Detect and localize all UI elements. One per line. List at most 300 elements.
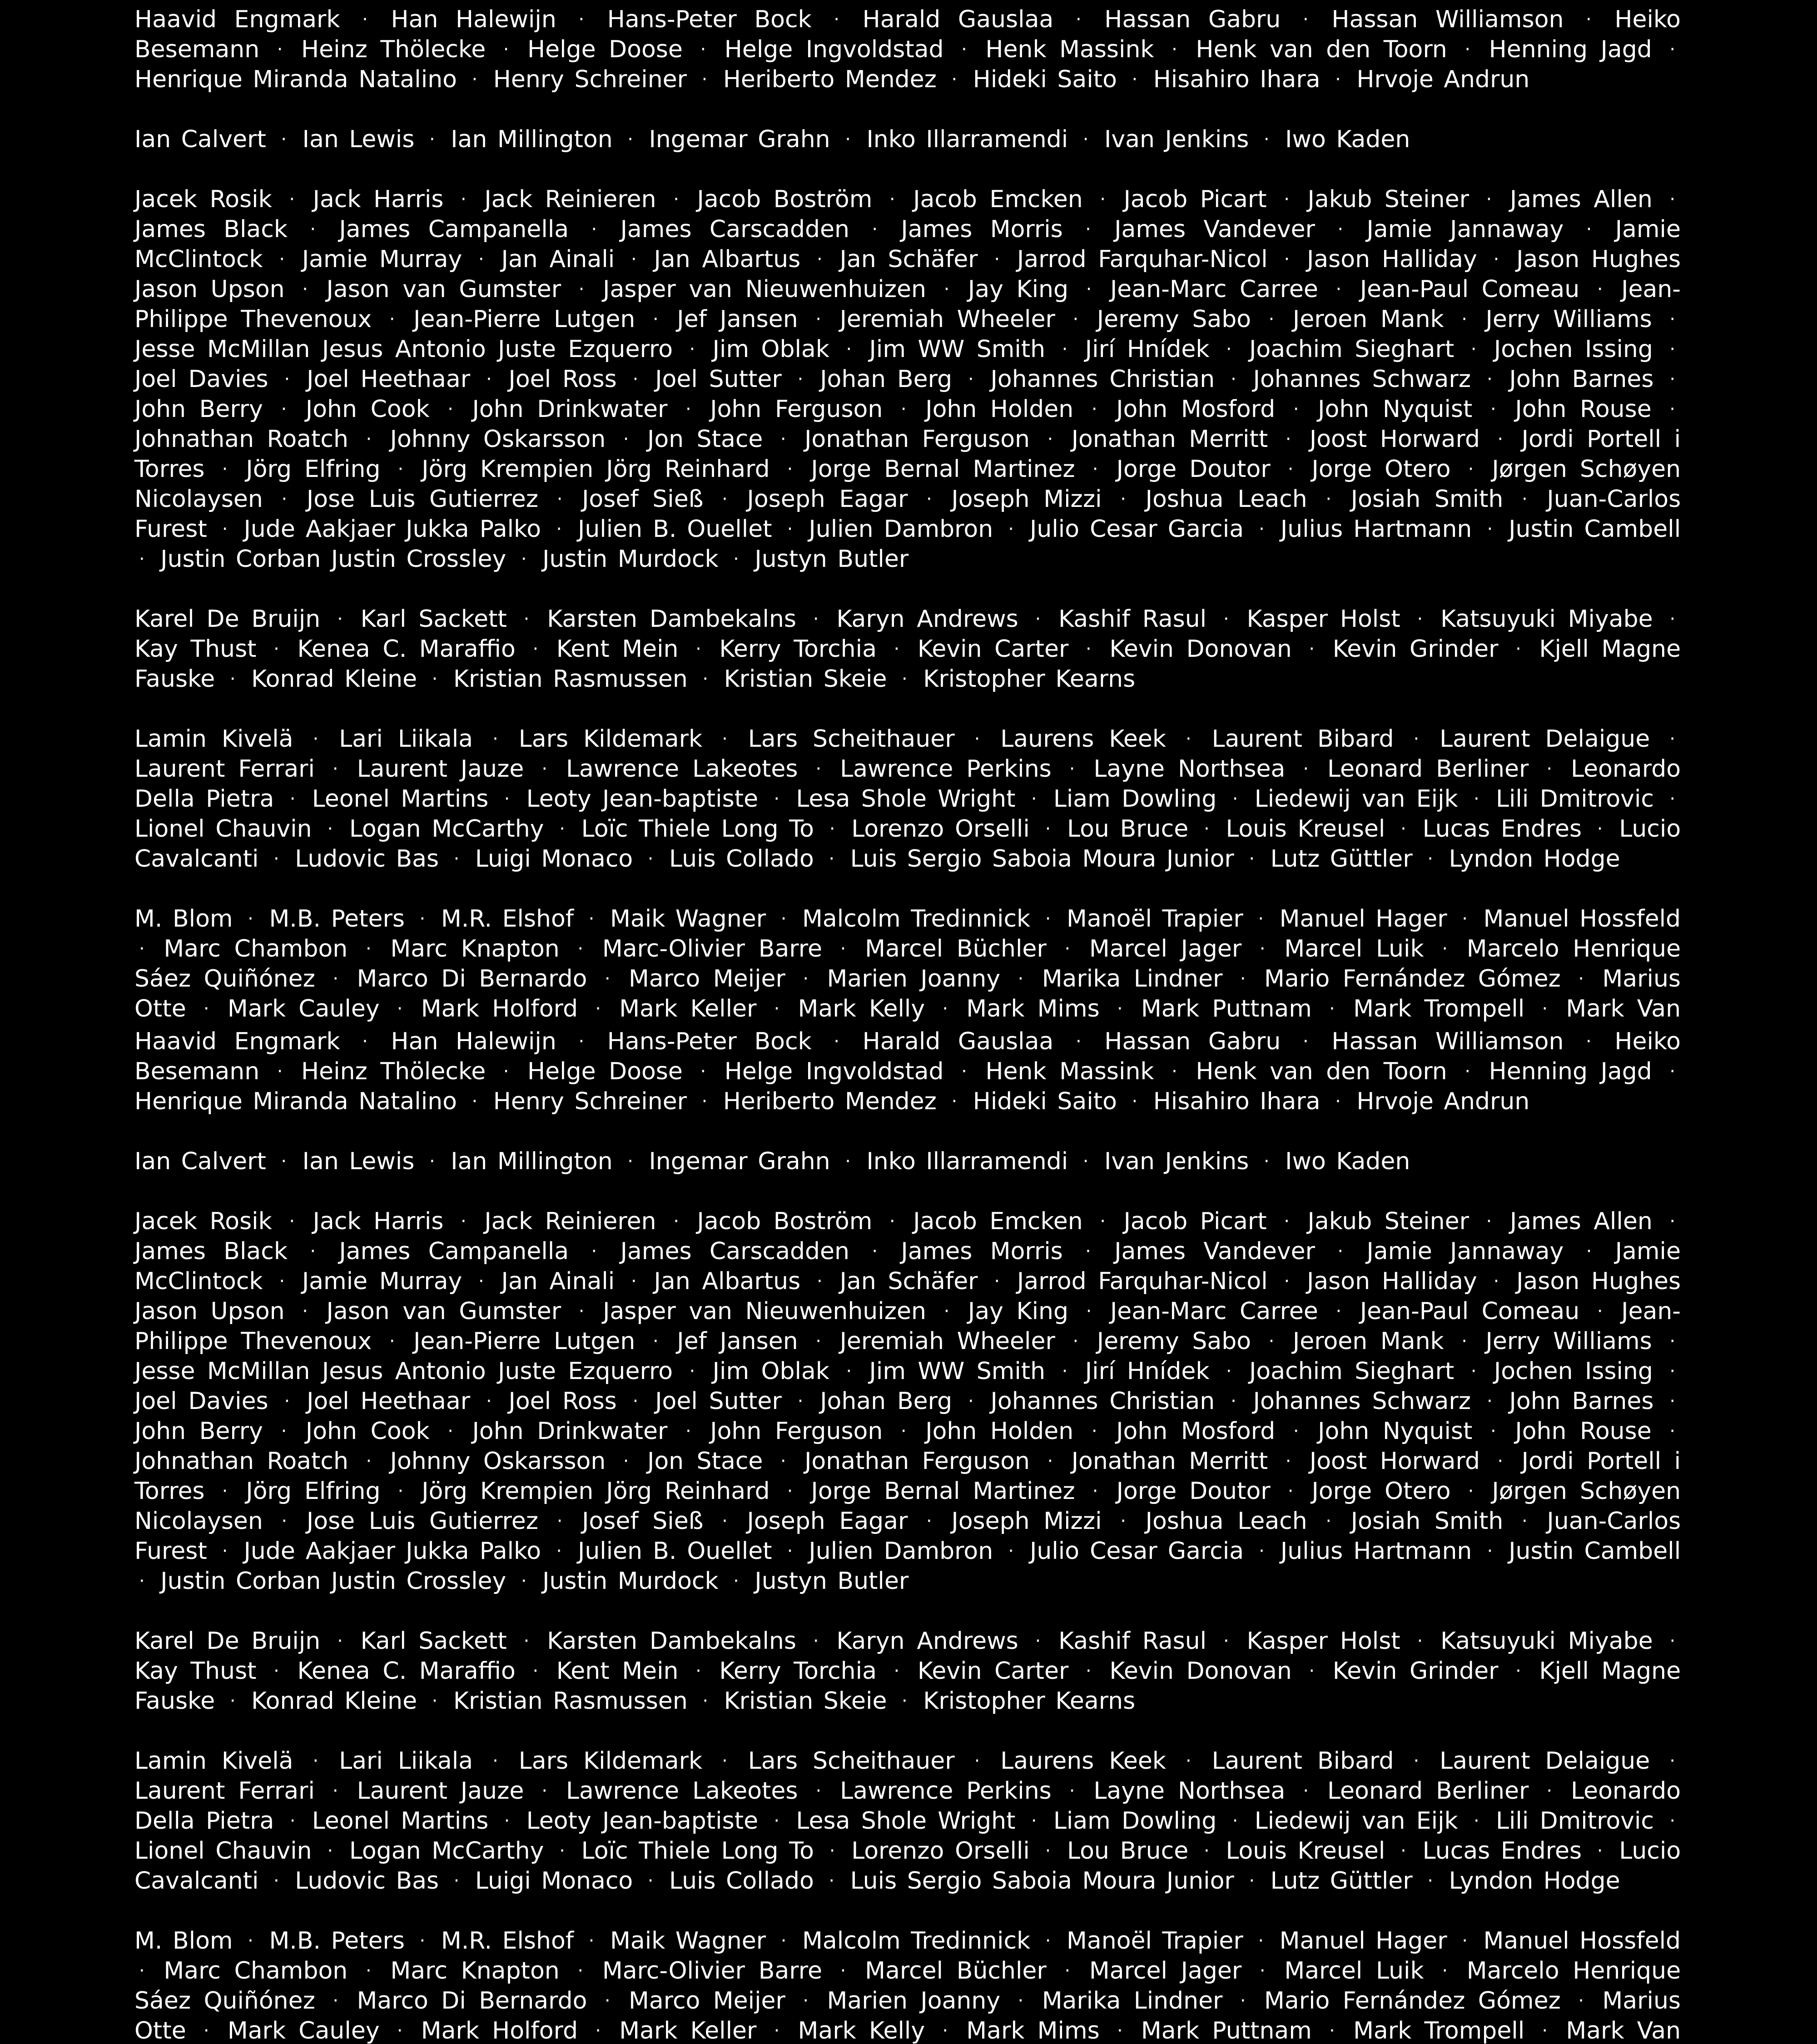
credit-name: Luis Sergio Saboia Moura Junior xyxy=(850,845,1234,873)
separator-dot-icon: · xyxy=(1669,1331,1676,1352)
credit-name: Jakub Steiner xyxy=(1307,1208,1469,1235)
credit-name: Julien B. Ouellet xyxy=(577,1538,772,1565)
separator-dot-icon: · xyxy=(780,1930,787,1951)
credits-list xyxy=(134,1027,1681,2044)
credit-name: Luis Sergio Saboia Moura Junior xyxy=(850,1867,1234,1895)
separator-dot-icon: · xyxy=(541,1781,548,1801)
credit-name: Jason Halliday xyxy=(1306,246,1477,273)
separator-dot-icon: · xyxy=(492,729,498,749)
credit-name: Jay King xyxy=(968,276,1068,303)
separator-dot-icon: · xyxy=(302,1301,308,1322)
separator-dot-icon: · xyxy=(1045,1930,1051,1951)
credit-name: James Allen xyxy=(1509,1208,1653,1235)
credit-name: Kristian Rasmussen xyxy=(453,665,688,693)
credit-name: Jörg Krempien Jörg Reinhard xyxy=(422,1478,770,1505)
credit-name: Jasper van Nieuwenhuizen xyxy=(603,1298,926,1325)
credit-name: Marco Di Bernardo xyxy=(357,965,587,992)
separator-dot-icon: · xyxy=(504,789,510,809)
separator-dot-icon: · xyxy=(521,1571,527,1592)
separator-dot-icon: · xyxy=(222,459,228,480)
separator-dot-icon: · xyxy=(1223,609,1229,630)
separator-dot-icon: · xyxy=(1117,998,1123,1019)
credit-name: Jochen Issing xyxy=(1494,1358,1653,1385)
credit-name: Jamie Murray xyxy=(302,1268,462,1295)
separator-dot-icon: · xyxy=(419,1930,426,1951)
separator-dot-icon: · xyxy=(1287,1481,1294,1502)
credit-name: Ian Millington xyxy=(451,1148,613,1175)
credit-name: Justin Cambell xyxy=(1509,516,1681,543)
separator-dot-icon: · xyxy=(1597,1301,1603,1322)
credit-name: Lesa Shole Wright xyxy=(796,785,1016,813)
separator-dot-icon: · xyxy=(702,669,709,690)
credits-group-i xyxy=(134,1146,1681,1176)
separator-dot-icon: · xyxy=(1490,399,1496,420)
separator-dot-icon: · xyxy=(365,1960,372,1981)
credit-name: Marco Meijer xyxy=(629,1987,785,2014)
credit-name: Jørgen Schøyen Nicolaysen xyxy=(134,456,1681,513)
credit-name: Heiko Besemann xyxy=(134,1028,1681,1085)
separator-dot-icon: · xyxy=(774,998,780,1019)
separator-dot-icon: · xyxy=(222,1481,228,1502)
credit-name: John Cook xyxy=(305,396,430,423)
credit-name: Henry Schreiner xyxy=(493,66,687,93)
separator-dot-icon: · xyxy=(1132,69,1138,90)
credit-name: M.R. Elshof xyxy=(441,1927,574,1955)
separator-dot-icon: · xyxy=(503,1061,509,1082)
credit-name: Jörg Elfring xyxy=(246,456,381,483)
separator-dot-icon: · xyxy=(803,968,809,989)
separator-dot-icon: · xyxy=(1329,2020,1335,2041)
separator-dot-icon: · xyxy=(1413,729,1420,749)
credit-name: Jeremy Sabo xyxy=(1097,306,1251,333)
credit-name: Jacek Rosik xyxy=(134,186,272,213)
credit-name: Jörg Elfring xyxy=(246,1478,381,1505)
credit-name: Luis Collado xyxy=(669,1867,814,1895)
separator-dot-icon: · xyxy=(1120,1511,1126,1532)
credit-name: Jamie Jannaway xyxy=(1366,1238,1564,1265)
credit-name: Loïc Thiele Long To xyxy=(581,815,814,843)
credit-name: Kristian Rasmussen xyxy=(453,1687,688,1715)
credit-name: Lamin Kivelä xyxy=(134,725,293,753)
credit-name: Inko Illarramendi xyxy=(866,126,1068,153)
separator-dot-icon: · xyxy=(1427,848,1433,869)
separator-dot-icon: · xyxy=(1669,1361,1676,1382)
credit-name: Kerry Torchia xyxy=(719,1657,877,1685)
separator-dot-icon: · xyxy=(337,609,343,630)
separator-dot-icon: · xyxy=(1075,9,1082,30)
separator-dot-icon: · xyxy=(1669,309,1676,330)
credit-name: Jan Schäfer xyxy=(839,246,978,273)
credit-name: Lars Scheithauer xyxy=(748,725,955,753)
credit-name: M. Blom xyxy=(134,1927,233,1955)
separator-dot-icon: · xyxy=(472,1091,478,1112)
separator-dot-icon: · xyxy=(1091,399,1097,420)
separator-dot-icon: · xyxy=(1035,609,1041,630)
credit-name: Jim WW Smith xyxy=(869,1358,1046,1385)
separator-dot-icon: · xyxy=(1326,489,1332,510)
separator-dot-icon: · xyxy=(846,339,852,360)
separator-dot-icon: · xyxy=(289,189,295,210)
separator-dot-icon: · xyxy=(577,1960,584,1981)
separator-dot-icon: · xyxy=(1259,519,1265,540)
credit-name: Laurent Bibard xyxy=(1211,1747,1394,1775)
credit-name: Marika Lindner xyxy=(1042,1987,1223,2014)
separator-dot-icon: · xyxy=(532,639,539,660)
separator-dot-icon: · xyxy=(632,1391,639,1412)
credit-name: Laurent Ferrari xyxy=(134,1777,315,1805)
separator-dot-icon: · xyxy=(1085,219,1091,240)
separator-dot-icon: · xyxy=(1493,1271,1499,1292)
credit-name: Liedewij van Eijk xyxy=(1254,1807,1458,1835)
credit-name: Julien B. Ouellet xyxy=(577,516,772,543)
separator-dot-icon: · xyxy=(1232,1811,1238,1831)
credit-name: Kristian Skeie xyxy=(724,1687,887,1715)
separator-dot-icon: · xyxy=(523,1631,530,1652)
credit-name: Karl Sackett xyxy=(360,605,507,633)
separator-dot-icon: · xyxy=(1064,938,1071,959)
separator-dot-icon: · xyxy=(1082,129,1089,150)
credit-name: Ivan Jenkins xyxy=(1104,1148,1249,1175)
separator-dot-icon: · xyxy=(478,1271,484,1292)
credit-name: John Berry xyxy=(134,396,263,423)
credit-name: Konrad Kleine xyxy=(251,665,417,693)
credits-group-l xyxy=(134,724,1681,874)
separator-dot-icon: · xyxy=(1465,39,1471,60)
separator-dot-icon: · xyxy=(900,1421,907,1442)
credit-name: Juan-Carlos Furest xyxy=(134,486,1681,543)
credit-name: John Drinkwater xyxy=(472,1418,668,1445)
separator-dot-icon: · xyxy=(1259,1960,1266,1981)
credit-name: Karyn Andrews xyxy=(836,1627,1018,1655)
separator-dot-icon: · xyxy=(1473,789,1479,809)
separator-dot-icon: · xyxy=(926,489,932,510)
credit-name: Lou Bruce xyxy=(1067,1837,1189,1865)
credit-name: Kay Thust xyxy=(134,635,257,663)
credit-name: Jude Aakjaer Jukka Palko xyxy=(243,1538,541,1565)
separator-dot-icon: · xyxy=(695,1661,701,1682)
credit-name: Hans-Peter Bock xyxy=(607,1028,812,1055)
separator-dot-icon: · xyxy=(366,1451,372,1472)
separator-dot-icon: · xyxy=(1462,1930,1468,1951)
credit-name: James Carscadden xyxy=(620,216,849,243)
credit-name: John Barnes xyxy=(1509,1388,1654,1415)
separator-dot-icon: · xyxy=(591,1241,597,1262)
credit-name: Mario Fernández Gómez xyxy=(1264,1987,1561,2014)
separator-dot-icon: · xyxy=(532,1661,539,1682)
credit-name: Joshua Leach xyxy=(1145,1508,1307,1535)
credits-group-k xyxy=(134,1626,1681,1716)
credit-name: Maik Wagner xyxy=(610,1927,766,1955)
credit-name: Marc Chambon xyxy=(164,935,348,962)
separator-dot-icon: · xyxy=(1203,1841,1210,1861)
credit-name: Jon Stace xyxy=(647,1448,763,1475)
separator-dot-icon: · xyxy=(1486,189,1492,210)
credit-name: John Nyquist xyxy=(1318,396,1473,423)
credit-name: Katsuyuki Miyabe xyxy=(1440,605,1653,633)
credit-name: Haavid Engmark xyxy=(134,6,340,33)
credit-name: Jean-Pierre Lutgen xyxy=(413,306,635,333)
separator-dot-icon: · xyxy=(310,1241,316,1262)
credit-name: Jude Aakjaer Jukka Palko xyxy=(243,516,541,543)
credit-name: Jason van Gumster xyxy=(326,1298,561,1325)
separator-dot-icon: · xyxy=(774,1811,780,1831)
separator-dot-icon: · xyxy=(1309,639,1315,660)
credit-name: Hisahiro Ihara xyxy=(1153,1088,1321,1115)
separator-dot-icon: · xyxy=(1542,998,1548,1019)
credit-name: Joel Sutter xyxy=(655,366,782,393)
credit-name: Kasper Holst xyxy=(1246,1627,1400,1655)
credit-name: Malcolm Tredinnick xyxy=(802,905,1031,933)
separator-dot-icon: · xyxy=(1249,848,1255,869)
credit-name: Leonardo Della Pietra xyxy=(134,755,1681,813)
credit-name: Lawrence Lakeotes xyxy=(566,755,798,783)
separator-dot-icon: · xyxy=(1468,459,1474,480)
credit-name: Joseph Eagar xyxy=(747,486,908,513)
separator-dot-icon: · xyxy=(1268,1331,1275,1352)
credit-name: Malcolm Tredinnick xyxy=(802,1927,1031,1955)
credit-name: Joachim Sieghart xyxy=(1249,336,1455,363)
separator-dot-icon: · xyxy=(926,1511,932,1532)
separator-dot-icon: · xyxy=(1669,1421,1676,1442)
separator-dot-icon: · xyxy=(1086,279,1092,300)
separator-dot-icon: · xyxy=(695,639,701,660)
credit-name: John Mosford xyxy=(1116,1418,1276,1445)
separator-dot-icon: · xyxy=(1329,998,1335,1019)
separator-dot-icon: · xyxy=(333,968,339,989)
separator-dot-icon: · xyxy=(780,1451,786,1472)
separator-dot-icon: · xyxy=(365,938,372,959)
credit-name: Karel De Bruijn xyxy=(134,605,321,633)
separator-dot-icon: · xyxy=(1064,1960,1071,1981)
separator-dot-icon: · xyxy=(647,1870,654,1891)
credit-name: Julius Hartmann xyxy=(1280,1538,1472,1565)
separator-dot-icon: · xyxy=(1085,1241,1091,1262)
separator-dot-icon: · xyxy=(1522,1511,1528,1532)
separator-dot-icon: · xyxy=(1669,1061,1676,1082)
credit-name: Jirí Hnídek xyxy=(1085,336,1210,363)
credit-name: Jorge Bernal Martinez xyxy=(811,1478,1075,1505)
separator-dot-icon: · xyxy=(787,519,793,540)
separator-dot-icon: · xyxy=(1117,2020,1123,2041)
separator-dot-icon: · xyxy=(829,819,835,839)
separator-dot-icon: · xyxy=(229,1691,236,1712)
separator-dot-icon: · xyxy=(1086,639,1092,660)
separator-dot-icon: · xyxy=(523,609,530,630)
separator-dot-icon: · xyxy=(1303,1781,1309,1801)
credit-name: James Morris xyxy=(901,216,1063,243)
separator-dot-icon: · xyxy=(1669,609,1676,630)
credit-name: Jan Albartus xyxy=(654,1268,801,1295)
separator-dot-icon: · xyxy=(627,129,633,150)
separator-dot-icon: · xyxy=(281,129,287,150)
separator-dot-icon: · xyxy=(1462,908,1468,929)
separator-dot-icon: · xyxy=(1100,189,1106,210)
credit-name: Hrvoje Andrun xyxy=(1356,1088,1530,1115)
separator-dot-icon: · xyxy=(1497,1451,1504,1472)
credit-name: Harald Gauslaa xyxy=(862,6,1054,33)
credit-name: Hassan Gabru xyxy=(1104,6,1281,33)
separator-dot-icon: · xyxy=(447,399,453,420)
separator-dot-icon: · xyxy=(1326,1511,1332,1532)
separator-dot-icon: · xyxy=(1468,1481,1474,1502)
separator-dot-icon: · xyxy=(815,309,821,330)
separator-dot-icon: · xyxy=(1669,1811,1676,1831)
credits-group-h xyxy=(134,1027,1681,1116)
credit-name: Mark Kelly xyxy=(798,995,925,1022)
separator-dot-icon: · xyxy=(951,69,958,90)
credit-name: Helge Ingvoldstad xyxy=(724,36,944,63)
separator-dot-icon: · xyxy=(578,1301,585,1322)
separator-dot-icon: · xyxy=(685,1421,691,1442)
separator-dot-icon: · xyxy=(478,249,484,270)
separator-dot-icon: · xyxy=(1497,429,1504,450)
separator-dot-icon: · xyxy=(397,459,404,480)
separator-dot-icon: · xyxy=(631,249,637,270)
credit-name: Hrvoje Andrun xyxy=(1356,66,1530,93)
separator-dot-icon: · xyxy=(1487,1541,1493,1562)
separator-dot-icon: · xyxy=(389,1331,395,1352)
separator-dot-icon: · xyxy=(1303,1031,1309,1052)
separator-dot-icon: · xyxy=(1669,1751,1675,1771)
credit-name: Henk Massink xyxy=(985,1058,1154,1085)
separator-dot-icon: · xyxy=(1172,1061,1177,1082)
separator-dot-icon: · xyxy=(623,1451,629,1472)
credit-name: Kenea C. Maraffio xyxy=(297,1657,516,1685)
separator-dot-icon: · xyxy=(1293,1421,1299,1442)
separator-dot-icon: · xyxy=(503,39,509,60)
separator-dot-icon: · xyxy=(943,279,950,300)
credits-panel-bottom xyxy=(0,1022,1817,2044)
separator-dot-icon: · xyxy=(1669,1391,1676,1412)
credit-name: Manuel Hager xyxy=(1279,1927,1447,1955)
separator-dot-icon: · xyxy=(453,1870,460,1891)
separator-dot-icon: · xyxy=(722,729,728,749)
credit-name: Johnathan Roatch xyxy=(134,1448,348,1475)
credit-name: Karl Sackett xyxy=(360,1627,507,1655)
credit-name: Jeroen Mank xyxy=(1292,306,1444,333)
credit-name: Mark Van xyxy=(1566,995,1681,1022)
credit-name: John Ferguson xyxy=(710,396,883,423)
credit-name: Kristian Skeie xyxy=(724,665,887,693)
separator-dot-icon: · xyxy=(139,549,145,570)
credits-list xyxy=(134,5,1681,1022)
separator-dot-icon: · xyxy=(273,1661,279,1682)
separator-dot-icon: · xyxy=(595,2020,601,2041)
separator-dot-icon: · xyxy=(815,1781,822,1801)
separator-dot-icon: · xyxy=(1031,789,1037,809)
separator-dot-icon: · xyxy=(1185,729,1191,749)
credit-name: Lou Bruce xyxy=(1067,815,1189,843)
credit-name: Lawrence Lakeotes xyxy=(566,1777,798,1805)
separator-dot-icon: · xyxy=(1069,1781,1075,1801)
credit-name: Iwo Kaden xyxy=(1285,126,1410,153)
credit-name: Helge Doose xyxy=(527,36,683,63)
separator-dot-icon: · xyxy=(872,219,878,240)
separator-dot-icon: · xyxy=(1470,1361,1477,1382)
separator-dot-icon: · xyxy=(968,369,974,390)
separator-dot-icon: · xyxy=(1008,519,1014,540)
separator-dot-icon: · xyxy=(1263,1151,1270,1172)
credit-name: M.R. Elshof xyxy=(441,905,574,933)
credit-name: Henk van den Toorn xyxy=(1196,1058,1447,1085)
credit-name: Jacob Boström xyxy=(697,186,873,213)
separator-dot-icon: · xyxy=(486,369,492,390)
credits-group-l xyxy=(134,1746,1681,1896)
credit-name: John Cook xyxy=(305,1418,430,1445)
separator-dot-icon: · xyxy=(1493,249,1499,270)
credit-name: John Ferguson xyxy=(710,1418,883,1445)
separator-dot-icon: · xyxy=(1442,1960,1448,1981)
credit-name: Jef Jansen xyxy=(677,1328,798,1355)
credit-name: Laurent Jauze xyxy=(357,755,524,783)
separator-dot-icon: · xyxy=(1045,908,1051,929)
separator-dot-icon: · xyxy=(1240,968,1246,989)
credit-name: Karsten Dambekalns xyxy=(547,605,796,633)
separator-dot-icon: · xyxy=(1669,399,1676,420)
credit-name: Logan McCarthy xyxy=(349,1837,544,1865)
separator-dot-icon: · xyxy=(1522,489,1528,510)
credit-name: Loïc Thiele Long To xyxy=(581,1837,814,1865)
credit-name: Leonard Berliner xyxy=(1327,1777,1529,1805)
separator-dot-icon: · xyxy=(281,1421,287,1442)
separator-dot-icon: · xyxy=(1092,1481,1098,1502)
credit-name: Jirí Hnídek xyxy=(1085,1358,1210,1385)
separator-dot-icon: · xyxy=(902,669,908,690)
credit-name: Jacob Picart xyxy=(1123,1208,1267,1235)
separator-dot-icon: · xyxy=(281,1151,287,1172)
credit-name: Lars Kildemark xyxy=(518,725,703,753)
separator-dot-icon: · xyxy=(203,998,209,1019)
separator-dot-icon: · xyxy=(281,1511,288,1532)
credit-name: Haavid Engmark xyxy=(134,1028,340,1055)
separator-dot-icon: · xyxy=(284,369,290,390)
separator-dot-icon: · xyxy=(994,1271,1000,1292)
credit-name: Kristopher Kearns xyxy=(923,1687,1136,1715)
separator-dot-icon: · xyxy=(604,968,611,989)
separator-dot-icon: · xyxy=(1284,249,1290,270)
separator-dot-icon: · xyxy=(894,639,900,660)
credit-name: Jerry Williams xyxy=(1485,306,1652,333)
credit-name: Jørgen Schøyen Nicolaysen xyxy=(134,1478,1681,1535)
credit-name: Jakub Steiner xyxy=(1307,186,1469,213)
separator-dot-icon: · xyxy=(289,789,296,809)
separator-dot-icon: · xyxy=(1223,1631,1229,1652)
credit-name: Marcel Jager xyxy=(1089,935,1242,962)
separator-dot-icon: · xyxy=(1597,1841,1603,1861)
separator-dot-icon: · xyxy=(1072,309,1079,330)
credit-name: Julius Hartmann xyxy=(1280,516,1472,543)
credit-name: Jorge Bernal Martinez xyxy=(811,456,1075,483)
credit-name: Lorenzo Orselli xyxy=(851,1837,1030,1865)
separator-dot-icon: · xyxy=(1337,1241,1344,1262)
separator-dot-icon: · xyxy=(429,129,435,150)
separator-dot-icon: · xyxy=(327,1841,333,1861)
credit-name: Mark Van xyxy=(1566,2017,1681,2044)
credit-name: Jonathan Ferguson xyxy=(804,1448,1030,1475)
credit-name: Kristopher Kearns xyxy=(923,665,1136,693)
separator-dot-icon: · xyxy=(504,1811,510,1831)
separator-dot-icon: · xyxy=(1400,1841,1406,1861)
separator-dot-icon: · xyxy=(689,339,695,360)
separator-dot-icon: · xyxy=(397,998,403,1019)
separator-dot-icon: · xyxy=(139,1960,145,1981)
credit-name: Jack Harris xyxy=(313,1208,444,1235)
credit-name: Layne Northsea xyxy=(1093,1777,1286,1805)
credit-name: Jeremy Sabo xyxy=(1097,1328,1251,1355)
credit-name: Jack Harris xyxy=(313,186,444,213)
separator-dot-icon: · xyxy=(556,519,562,540)
credit-name: Jerry Williams xyxy=(1485,1328,1652,1355)
